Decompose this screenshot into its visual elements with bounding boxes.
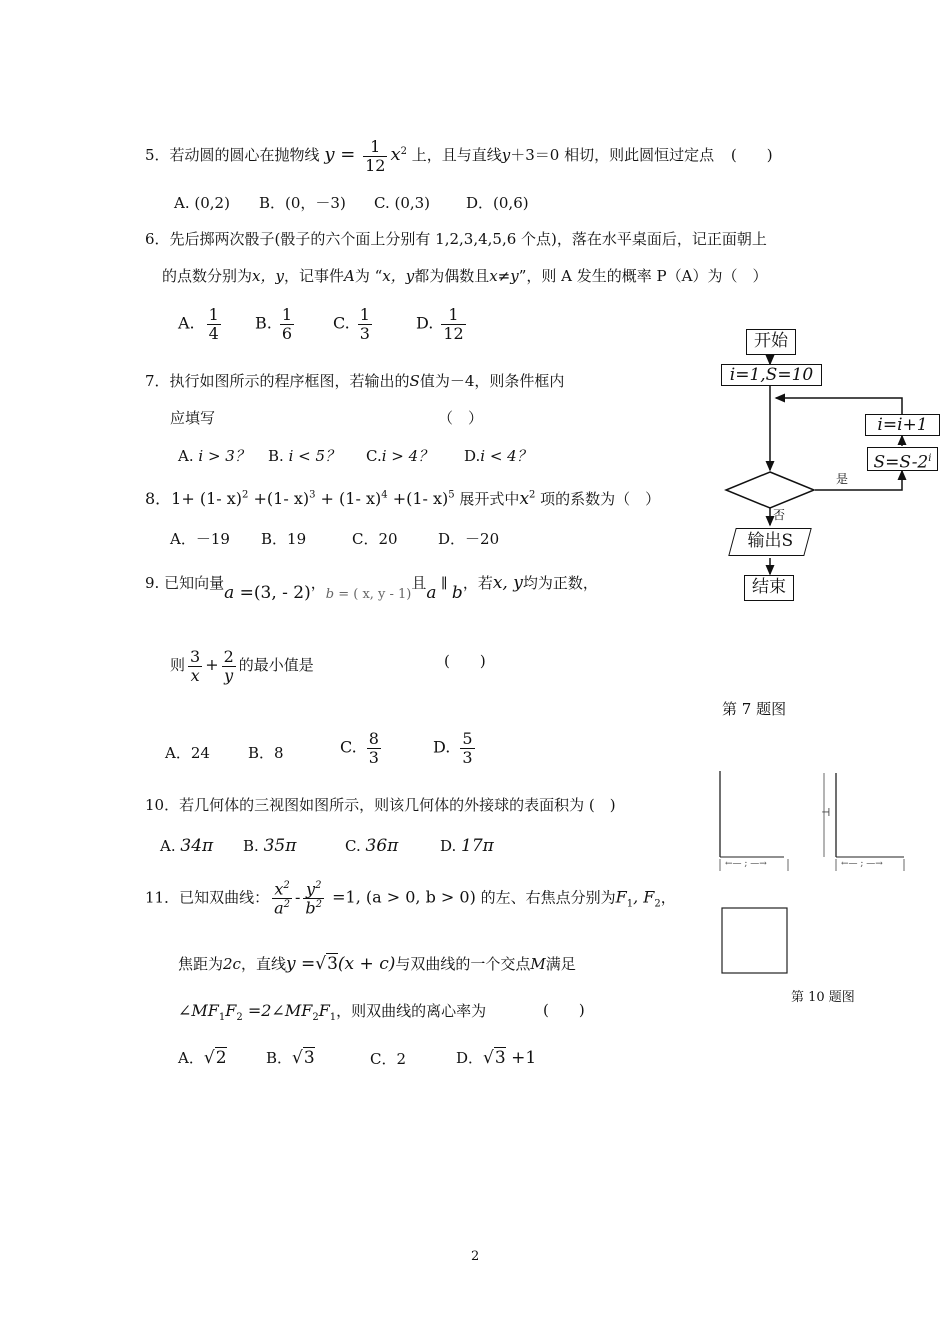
page-number: 2	[471, 1249, 480, 1264]
q11-stem-line1: 11．已知双曲线： $\frac{x^2}{a^2}$ - $\frac{y^2}{b^2}$ =1, (a > 0, b > 0) 的左、右焦点分别为$F_1$, $F_2$，	[145, 879, 676, 918]
q11-option-a: A．√2	[178, 1048, 227, 1068]
q11-stem-line3: $\angle MF_1F_2$ $=2\angle MF_2F_1$，则双曲线的离心率为	[178, 1001, 487, 1023]
flowchart-output: 输出S	[728, 528, 812, 556]
q9-option-a: A．24	[165, 744, 210, 762]
q10-option-c: C. 36π	[345, 836, 399, 856]
q6-option-c: C. $\frac{1}{3}$	[333, 305, 370, 343]
q8-option-d: D．－20	[438, 530, 500, 548]
q5-option-b: B．(0，－3)	[259, 194, 346, 212]
q6-stem-line2: 的点数分别为x，y，记事件A为 “x，y都为偶数且x≠y”，则 A 发生的概率 P（A）为（ ）	[162, 267, 768, 285]
fig10-height-tick: ⊣	[821, 806, 831, 819]
q6-option-a: A. $\frac{1}{4}$	[178, 305, 219, 343]
q5-option-d: D．(0,6)	[466, 194, 529, 212]
fig10-front-width-dimension: ←— ; —→	[725, 859, 767, 869]
q10-option-d: D. 17π	[440, 836, 494, 856]
q6-stem-line1: 6．先后掷两次骰子(骰子的六个面上分别有 1,2,3,4,5,6 个点)，落在水平桌面后，记正面朝上	[145, 230, 767, 248]
figure-10-caption: 第 10 题图	[791, 990, 855, 1005]
q5-option-c: C. (0,3)	[374, 194, 431, 212]
q9-option-d: D. $\frac{5}{3}$	[433, 729, 473, 767]
q9-paren: ( )	[444, 652, 486, 670]
q8-option-c: C．20	[352, 530, 398, 548]
q7-paren: （ ）	[438, 409, 484, 427]
q7-option-b: B. i < 5？	[268, 447, 341, 465]
flowchart-init: i=1,S=10	[721, 364, 822, 386]
q6-option-d: D. $\frac{1}{12}$	[416, 305, 464, 343]
q11-option-d: D．√3 +1	[456, 1048, 537, 1068]
q9-stem-line1: 9. 已知向量a =(3, - 2)，b = ( x, y - 1)且a ∥ b，若x, y均为正数，	[145, 573, 598, 603]
q7-stem-line1: 7．执行如图所示的程序框图，若输出的S值为－4，则条件框内	[145, 372, 565, 390]
q9-option-b: B．8	[248, 744, 284, 762]
flowchart-increment: i=i+1	[865, 414, 940, 436]
three-view-drawing	[712, 765, 912, 980]
q7-option-d: D.i < 4？	[464, 447, 532, 465]
flowchart-no-label: 否	[773, 508, 786, 522]
q11-paren: ( )	[543, 1001, 585, 1019]
q5-fraction: $\frac{1}{12}$	[365, 137, 386, 175]
q5-option-a: A. (0,2)	[174, 194, 230, 212]
figure-7-caption: 第 7 题图	[722, 700, 787, 718]
q10-stem: 10．若几何体的三视图如图所示，则该几何体的外接球的表面积为 ( )	[145, 796, 616, 814]
q8-stem: 8．1+ (1- x)$^2$ +(1- x)$^3$ + (1- x)$^4$ +(1- x)$^5$ 展开式中$x^2$ 项的系数为（ ）	[145, 489, 661, 509]
q6-option-b: B. $\frac{1}{6}$	[255, 305, 293, 343]
flowchart-yes-label: 是	[836, 472, 849, 486]
q7-option-c: C.i > 4？	[366, 447, 434, 465]
q11-option-b: B．√3	[266, 1048, 315, 1068]
q9-stem-line2: 则 $\frac{3}{x}$ + $\frac{2}{y}$ 的最小值是	[170, 647, 314, 685]
flowchart-update: $S=S-2^i$	[867, 447, 938, 471]
fig10-side-width-dimension: ←— ; —→	[841, 859, 883, 869]
q7-option-a: A. i > 3？	[178, 447, 250, 465]
q8-option-b: B．19	[261, 530, 307, 548]
q7-stem-line2: 应填写	[170, 409, 216, 427]
q9-option-c: C. $\frac{8}{3}$	[340, 729, 379, 767]
q5-stem: 5．若动圆的圆心在抛物线 y = $\frac{1}{12}$ $x^2$ 上，且与直线y＋3＝0 相切，则此圆恒过定点 ( )	[145, 137, 773, 175]
q8-option-a: A．－19	[170, 530, 230, 548]
q10-option-b: B. 35π	[243, 836, 297, 856]
flowchart-start: 开始	[746, 329, 796, 355]
flowchart-end: 结束	[744, 575, 794, 601]
q10-option-a: A. 34π	[160, 836, 214, 856]
q11-option-c: C．2	[370, 1050, 407, 1068]
q11-stem-line2: 焦距为2c，直线y =√3(x + c)与双曲线的一个交点M满足	[178, 954, 576, 974]
